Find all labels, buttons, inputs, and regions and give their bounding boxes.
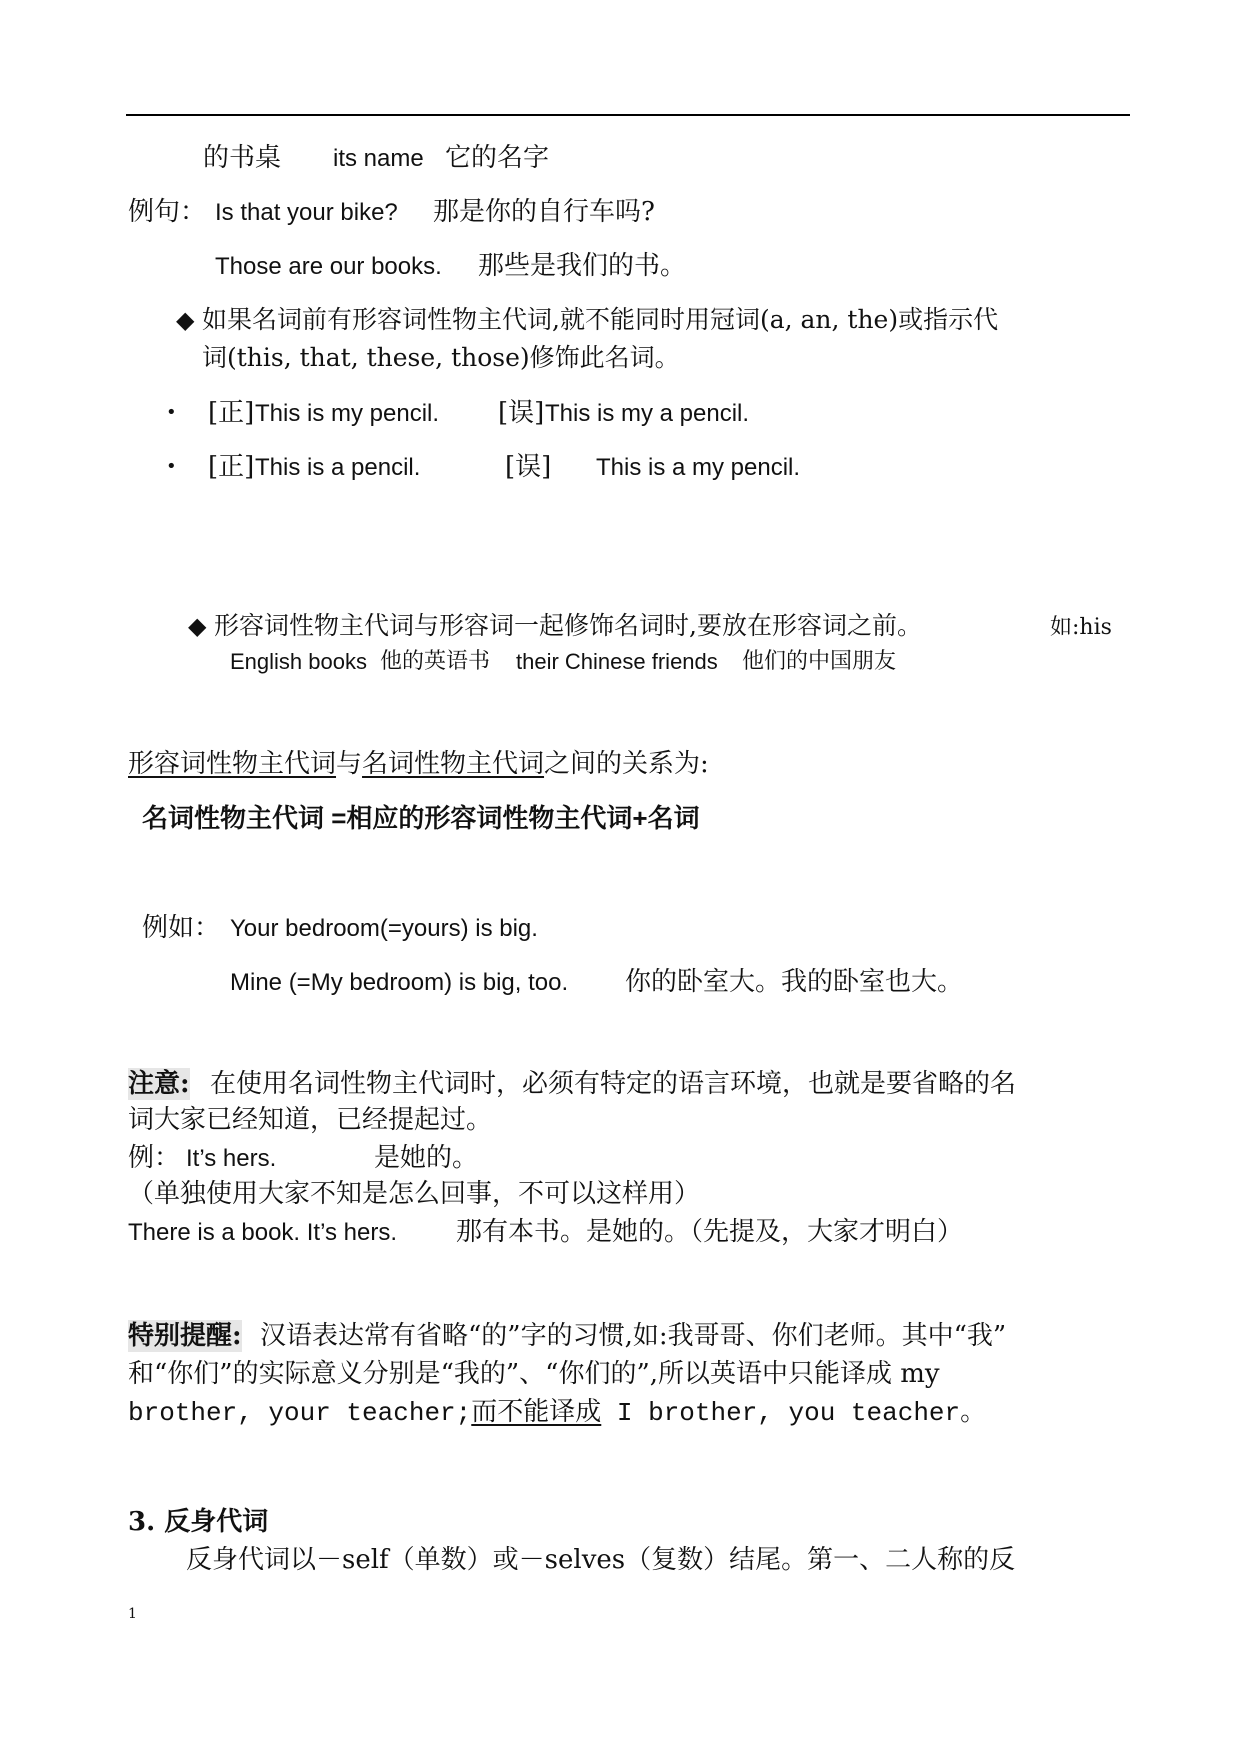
reminder-text-3-b: 而不能译成	[471, 1397, 602, 1427]
relation-connector: 与	[336, 749, 363, 779]
text-desk: 的书桌	[203, 143, 282, 173]
section-3-heading: 3. 反身代词	[128, 1507, 269, 1537]
wrong-tag: [误]	[498, 398, 545, 428]
note-paren: （单独使用大家不知是怎么回事，不可以这样用）	[128, 1179, 701, 1209]
reminder-text-1: 汉语表达常有省略“的”字的习惯,如:我哥哥、你们老师。其中“我”	[260, 1321, 1007, 1351]
note-text-2: 词大家已经知道，已经提起过。	[128, 1105, 493, 1135]
wrong-example: This is a my pencil.	[596, 454, 801, 481]
reminder-text-3-c: I brother, you teacher。	[601, 1398, 987, 1428]
text-its-name: its name	[333, 145, 424, 172]
section-3-text: 反身代词以－self（单数）或－selves（复数）结尾。第一、二人称的反	[186, 1545, 1016, 1575]
rule-2-line-1: 形容词性物主代词与形容词一起修饰名词时,要放在形容词之前。	[214, 611, 922, 640]
rule-2-english-books-zh: 他的英语书	[380, 649, 491, 674]
reminder-text-3-a: brother, your teacher;	[128, 1398, 472, 1428]
reminder-text-3	[128, 1396, 986, 1429]
relation-line	[128, 748, 709, 780]
bullet-dot-icon: •	[166, 456, 177, 477]
correct-example: This is a pencil.	[255, 454, 421, 481]
reminder-text-2: 和“你们”的实际意义分别是“我的”、“你们的”,所以英语中只能译成 my	[128, 1359, 940, 1389]
diamond-bullet-icon: ◆	[176, 306, 195, 334]
example-2-line-2-en: Mine (=My bedroom) is big, too.	[230, 969, 569, 996]
example-2-line-2-zh: 你的卧室大。我的卧室也大。	[625, 967, 964, 997]
relation-term-2: 名词性物主代词	[362, 749, 545, 779]
example-answer-zh: 那些是我们的书。	[478, 251, 687, 281]
example-2-line-1: Your bedroom(=yours) is big.	[230, 915, 538, 942]
note-example-label: 例：	[128, 1143, 181, 1173]
correct-example: This is my pencil.	[255, 400, 440, 427]
correct-tag: [正]	[208, 452, 255, 482]
example-question-en: Is that your bike?	[215, 199, 398, 226]
reminder-label: 特别提醒:	[128, 1321, 242, 1351]
note-last-zh: 那有本书。是她的。（先提及，大家才明白）	[456, 1217, 964, 1247]
correct-tag: [正]	[208, 398, 255, 428]
relation-formula: 名词性物主代词 =相应的形容词性物主代词+名词	[142, 803, 700, 833]
wrong-tag: [误]	[505, 452, 552, 482]
note-text-1: 在使用名词性物主代词时，必须有特定的语言环境，也就是要省略的名	[210, 1069, 1017, 1099]
note-example-en: It’s hers.	[186, 1145, 277, 1172]
diamond-bullet-icon: ◆	[188, 612, 207, 640]
note-label: 注意:	[128, 1069, 190, 1099]
page-number: 1	[128, 1606, 137, 1622]
rule-2-chinese-friends: their Chinese friends	[516, 649, 718, 674]
example-question-zh: 那是你的自行车吗?	[433, 197, 655, 227]
rule-2-line-1-tail: 如:his	[1050, 615, 1112, 640]
rule-1-line-2: 词(this, that, these, those)修饰此名词。	[202, 343, 680, 372]
note-last-en: There is a book. It’s hers.	[128, 1219, 398, 1246]
example-answer-en: Those are our books.	[215, 253, 442, 280]
example-2-label: 例如：	[142, 913, 221, 943]
relation-term-1: 形容词性物主代词	[128, 749, 337, 779]
text-its-name-zh: 它的名字	[445, 143, 550, 173]
bullet-dot-icon: •	[166, 402, 177, 423]
header-rule	[126, 114, 1130, 116]
rule-1-line-1: 如果名词前有形容词性物主代词,就不能同时用冠词(a, an, the)或指示代	[202, 305, 999, 334]
rule-2-english-books: English books	[230, 649, 367, 674]
example-label: 例句：	[128, 197, 207, 227]
rule-2-chinese-friends-zh: 他们的中国朋友	[742, 649, 897, 674]
note-example-zh: 是她的。	[374, 1143, 479, 1173]
wrong-example: This is my a pencil.	[545, 400, 750, 427]
relation-tail: 之间的关系为:	[544, 749, 709, 779]
